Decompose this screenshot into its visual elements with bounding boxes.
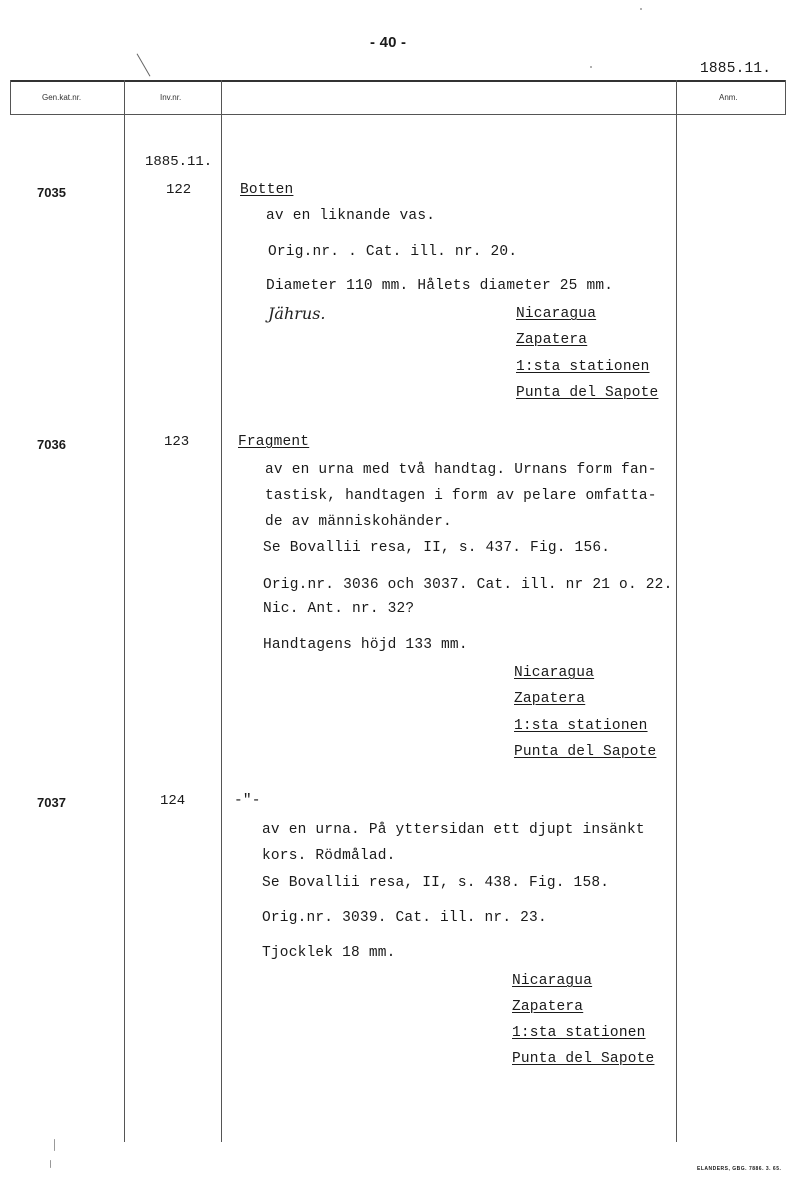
entry-line: Se Bovallii resa, II, s. 437. Fig. 156. <box>263 540 611 556</box>
place-station: 1:sta stationen <box>514 718 648 734</box>
column-divider-1 <box>124 80 125 1142</box>
printer-mark: ELANDERS, GBG. 7886. 3. 65. <box>697 1166 782 1172</box>
gen-kat-number: 7035 <box>37 185 66 200</box>
place-station: 1:sta stationen <box>512 1025 646 1041</box>
entry-line: av en urna med två handtag. Urnans form fan- <box>265 462 657 478</box>
header-gen-kat: Gen.kat.nr. <box>42 93 82 102</box>
entry-line: tastisk, handtagen i form av pelare omfatta- <box>265 488 657 504</box>
entry-line: av en liknande vas. <box>266 208 436 224</box>
table-right-border <box>785 80 786 115</box>
place-country: Nicaragua <box>512 973 593 989</box>
entry-line: Tjocklek 18 mm. <box>262 945 396 961</box>
inv-date: 1885.11. <box>145 154 213 170</box>
place-country: Nicaragua <box>516 306 597 322</box>
entry-line: de av människohänder. <box>265 514 452 530</box>
header-anm: Anm. <box>719 93 738 102</box>
date-top-right: 1885.11. <box>700 61 772 77</box>
header-inv: Inv.nr. <box>160 93 182 102</box>
entry-line: av en urna. På yttersidan ett djupt insänkt <box>262 822 645 838</box>
column-divider-3 <box>676 80 677 1142</box>
entry-line: Orig.nr. 3036 och 3037. Cat. ill. nr 21 o. 22. <box>263 577 673 593</box>
gen-kat-number: 7037 <box>37 795 66 810</box>
entry-title: -"- <box>234 793 261 809</box>
place-site: Punta del Sapote <box>514 744 657 760</box>
speck <box>54 1139 55 1151</box>
inv-number: 122 <box>166 182 192 198</box>
entry-line: kors. Rödmålad. <box>262 848 396 864</box>
stray-mark <box>137 53 151 76</box>
entry-line: Orig.nr. 3039. Cat. ill. nr. 23. <box>262 910 547 926</box>
entry-line: Handtagens höjd 133 mm. <box>263 637 468 653</box>
signature: Jährus. <box>268 304 326 323</box>
inv-number: 124 <box>160 793 186 809</box>
entry-line: Diameter 110 mm. Hålets diameter 25 mm. <box>266 278 614 294</box>
speck <box>50 1160 51 1168</box>
entry-line: Se Bovallii resa, II, s. 438. Fig. 158. <box>262 875 610 891</box>
entry-line: Orig.nr. . Cat. ill. nr. 20. <box>268 244 518 260</box>
place-island: Zapatera <box>516 332 588 348</box>
entry-line: Nic. Ant. nr. 32? <box>263 601 415 617</box>
gen-kat-number: 7036 <box>37 437 66 452</box>
speck <box>590 66 592 68</box>
place-site: Punta del Sapote <box>512 1051 655 1067</box>
place-site: Punta del Sapote <box>516 385 659 401</box>
table-left-border <box>10 80 11 115</box>
table-top-border <box>10 80 786 82</box>
speck <box>640 8 642 10</box>
place-island: Zapatera <box>512 999 584 1015</box>
entry-title: Fragment <box>238 434 310 450</box>
place-island: Zapatera <box>514 691 586 707</box>
page-number: - 40 - <box>370 34 407 51</box>
table-header-border <box>10 114 786 115</box>
place-country: Nicaragua <box>514 665 595 681</box>
column-divider-2 <box>221 80 222 1142</box>
entry-title: Botten <box>240 182 294 198</box>
place-station: 1:sta stationen <box>516 359 650 375</box>
inv-number: 123 <box>164 434 190 450</box>
